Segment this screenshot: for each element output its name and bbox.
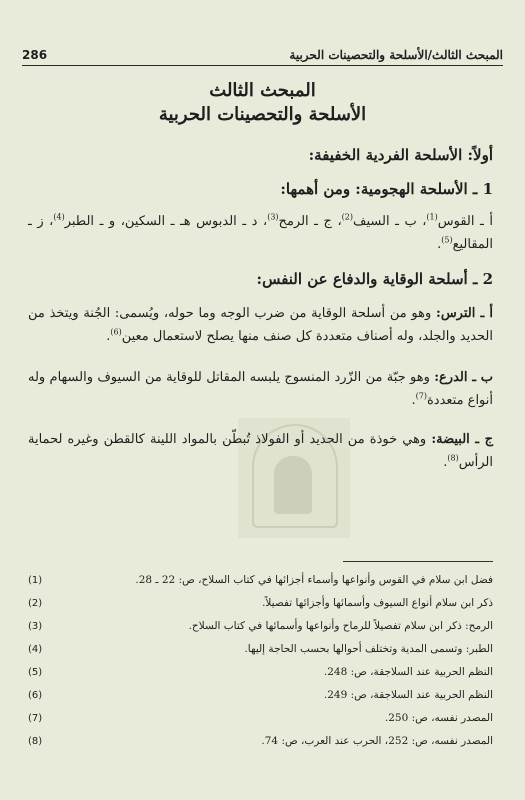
footnote-divider	[343, 561, 493, 562]
footnotes-list	[28, 574, 493, 758]
footnote-number: (8)	[28, 736, 43, 747]
helmet-text: وهي خوذة من الحديد أو الفولاذ تُبطّن بالمواد اللينة كالقطن وغيره لحماية الرأس	[28, 432, 493, 470]
term-armor: ب ـ الدرع:	[434, 370, 493, 385]
footnote-ref-2[interactable]: (2)	[341, 212, 354, 222]
footnote-ref-4[interactable]: (4)	[53, 212, 65, 222]
footnote-text: النظم الحربية عند السلاجقة، ص: 248.	[323, 666, 493, 678]
footnote-item	[28, 666, 493, 689]
footnote-text: المصدر نفسه، ص: 252، الحرب عند العرب، ص: 74.	[261, 735, 493, 747]
footnote-text: النظم الحربية عند السلاجقة، ص: 249.	[323, 689, 493, 701]
helmet-end: .	[443, 455, 448, 470]
footnote-ref-5[interactable]: (5)	[441, 235, 453, 245]
section-number: المبحث الثالث	[209, 80, 316, 101]
armor-text: وهو جبّة من الزّرد المنسوج يلبسه المقاتل للوقاية من السيوف والسهام وله أنواع متعددة	[28, 370, 493, 408]
footnote-item	[28, 735, 493, 758]
footnote-item	[28, 643, 493, 666]
footnote-text: ذكر ابن سلام أنواع السيوف وأسمائها وأجزائها تفصيلاً.	[262, 597, 493, 609]
running-title: المبحث الثالث/الأسلحة والتحصينات الحربية	[289, 48, 503, 62]
list-end: .	[437, 237, 442, 252]
weapon-sling: ، ز ـ المقاليع	[28, 214, 493, 252]
heading-light-weapons: أولاً: الأسلحة الفردية الخفيفة:	[308, 146, 493, 164]
footnote-text: الطبر: وتسمى المدية وتختلف أحوالها بحسب الحاجة إليها.	[244, 643, 493, 655]
footnote-ref-1[interactable]: (1)	[426, 212, 438, 222]
footnote-number: (4)	[28, 644, 43, 655]
footnote-ref-3[interactable]: (3)	[267, 212, 279, 222]
footnote-text: فضل ابن سلام في القوس وأنواعها وأسماء أجزائها في كتاب السلاح، ص: 22 ـ 28.	[135, 574, 493, 586]
footnote-text: الرمح: ذكر ابن سلام تفصيلاً للرماح وأنواعها وأسمائها في كتاب السلاح.	[188, 620, 493, 632]
footnote-item	[28, 712, 493, 735]
footnote-number: (1)	[28, 575, 43, 586]
weapon-spear: ، ج ـ الرمح	[278, 214, 342, 229]
offensive-weapons-list	[28, 210, 493, 256]
heading-defensive-weapons: 2 ـ أسلحة الوقاية والدفاع عن النفس:	[256, 270, 493, 288]
footnote-item	[28, 689, 493, 712]
footnote-number: (5)	[28, 667, 43, 678]
footnote-number: (6)	[28, 690, 43, 701]
page-number: 286	[22, 48, 48, 62]
term-helmet: ج ـ البيضة:	[431, 432, 493, 447]
section-title: الأسلحة والتحصينات الحربية	[158, 104, 367, 125]
term-shield: أ ـ الترس:	[436, 306, 494, 321]
footnote-ref-8[interactable]: (8)	[447, 453, 459, 463]
footnote-number: (2)	[28, 598, 43, 609]
footnote-text: المصدر نفسه، ص: 250.	[384, 712, 493, 724]
shield-end: .	[106, 329, 111, 344]
footnote-item	[28, 574, 493, 597]
weapon-bow: أ ـ القوس	[437, 214, 493, 229]
footnote-item	[28, 597, 493, 620]
paragraph-helmet	[28, 428, 493, 474]
paragraph-shield	[28, 302, 493, 348]
footnote-number: (7)	[28, 713, 43, 724]
footnote-number: (3)	[28, 621, 43, 632]
weapon-sword: ، ب ـ السيف	[353, 214, 427, 229]
heading-offensive-weapons: 1 ـ الأسلحة الهجومية: ومن أهمها:	[280, 180, 493, 198]
paragraph-armor	[28, 366, 493, 412]
footnote-item	[28, 620, 493, 643]
weapon-mace-knife-axe: ، د ـ الدبوس هـ ـ السكين، و ـ الطبر	[64, 214, 268, 229]
page-header	[22, 42, 503, 66]
armor-end: .	[411, 393, 416, 408]
footnote-ref-7[interactable]: (7)	[415, 391, 427, 401]
shield-text: وهو من أسلحة الوقاية من ضرب الوجه وما حوله، ويُسمى: الجُنة ويتخذ من الحديد والجلد، وله أصناف متعددة كل صنف منها يصلح لاستعمال معين	[28, 306, 493, 344]
footnote-ref-6[interactable]: (6)	[110, 327, 122, 337]
